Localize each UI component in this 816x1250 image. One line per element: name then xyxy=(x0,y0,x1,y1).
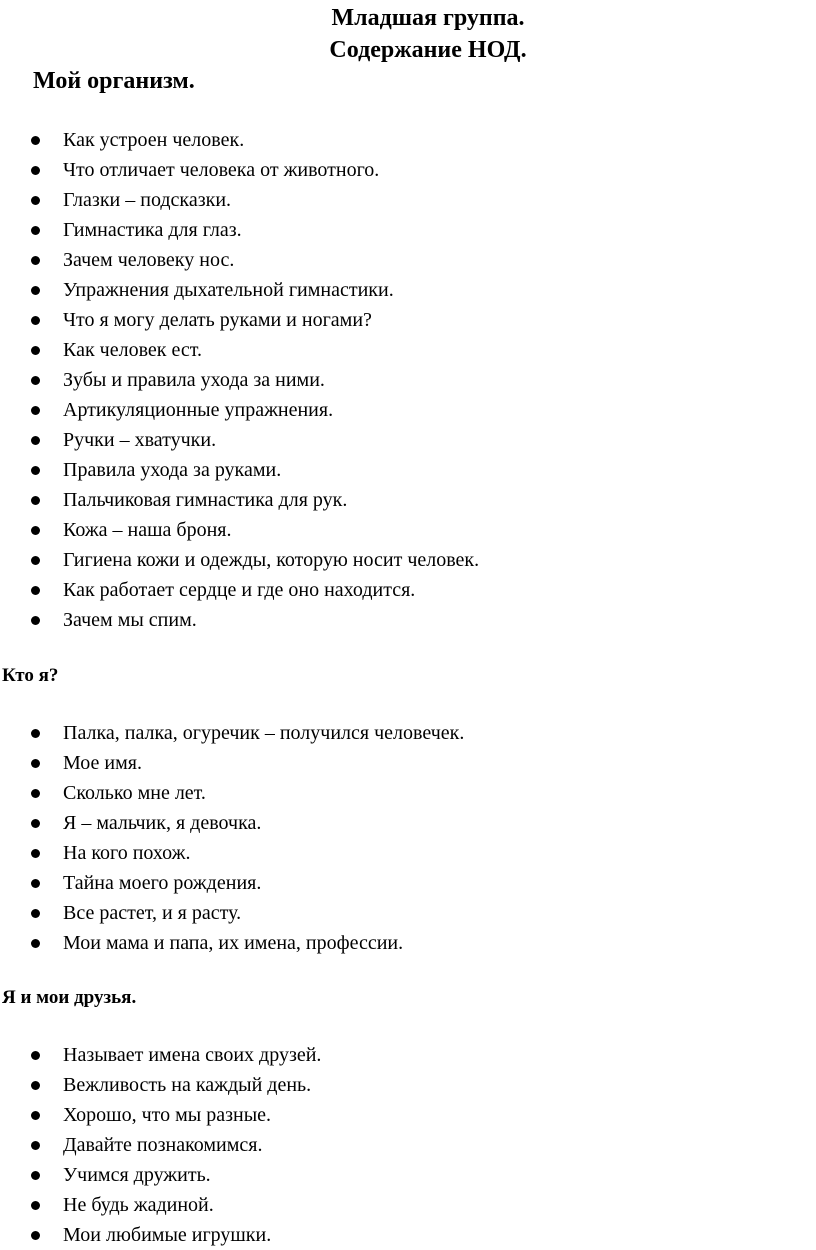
list-item xyxy=(0,605,479,635)
list-item xyxy=(0,1100,321,1130)
list-item xyxy=(0,335,479,365)
list-item xyxy=(0,1220,321,1250)
list-item-text: Кожа – наша броня. xyxy=(63,519,232,541)
list-item-text: Мои любимые игрушки. xyxy=(63,1224,272,1246)
list-item-text: Ручки – хватучки. xyxy=(63,429,217,451)
bullet-icon xyxy=(31,406,40,415)
bullet-icon xyxy=(31,376,40,385)
list-item-text: Зачем человеку нос. xyxy=(63,249,235,271)
list-item-text: Не будь жадиной. xyxy=(63,1194,214,1216)
list-item xyxy=(0,485,479,515)
list-item-text: Как устроен человек. xyxy=(63,129,245,151)
list-item xyxy=(0,425,479,455)
list-item xyxy=(0,365,479,395)
list-item xyxy=(0,245,479,275)
bullet-icon xyxy=(31,759,40,768)
list-item xyxy=(0,1190,321,1220)
bullet-icon xyxy=(31,466,40,475)
list-item xyxy=(0,1040,321,1070)
bullet-icon xyxy=(31,1111,40,1120)
list-item xyxy=(0,1070,321,1100)
list-item-text: Как работает сердце и где оно находится. xyxy=(63,579,416,601)
list-item xyxy=(0,748,464,778)
list-item xyxy=(0,778,464,808)
list-item-text: Что отличает человека от животного. xyxy=(63,159,380,181)
topic-list-me-and-friends xyxy=(0,1040,321,1250)
list-item-text: Гимнастика для глаз. xyxy=(63,219,242,241)
list-item xyxy=(0,1160,321,1190)
list-item xyxy=(0,125,479,155)
bullet-icon xyxy=(31,1141,40,1150)
list-item xyxy=(0,928,464,958)
list-item xyxy=(0,718,464,748)
section-heading-who-am-i: Кто я? xyxy=(2,665,59,686)
list-item-text: Палка, палка, огуречик – получился человечек. xyxy=(63,722,465,744)
list-item-text: Мое имя. xyxy=(63,752,142,774)
list-item xyxy=(0,275,479,305)
bullet-icon xyxy=(31,1201,40,1210)
list-item-text: Глазки – подсказки. xyxy=(63,189,232,211)
bullet-icon xyxy=(31,879,40,888)
bullet-icon xyxy=(31,316,40,325)
bullet-icon xyxy=(31,586,40,595)
list-item-text: Упражнения дыхательной гимнастики. xyxy=(63,279,394,301)
bullet-icon xyxy=(31,789,40,798)
list-item-text: Сколько мне лет. xyxy=(63,782,206,804)
bullet-icon xyxy=(31,166,40,175)
list-item-text: Вежливость на каждый день. xyxy=(63,1074,312,1096)
section-heading-me-and-friends: Я и мои друзья. xyxy=(2,987,137,1008)
bullet-icon xyxy=(31,526,40,535)
list-item xyxy=(0,545,479,575)
list-item xyxy=(0,838,464,868)
bullet-icon xyxy=(31,819,40,828)
list-item xyxy=(0,868,464,898)
list-item xyxy=(0,808,464,838)
list-item xyxy=(0,1130,321,1160)
bullet-icon xyxy=(31,729,40,738)
document-title-group: Младшая группа. xyxy=(331,5,525,31)
section-heading-my-body: Мой организм. xyxy=(33,68,195,94)
list-item-text: Зубы и правила ухода за ними. xyxy=(63,369,325,391)
bullet-icon xyxy=(31,1171,40,1180)
list-item-text: Я – мальчик, я девочка. xyxy=(63,812,262,834)
list-item-text: Давайте познакомимся. xyxy=(63,1134,263,1156)
list-item xyxy=(0,898,464,928)
bullet-icon xyxy=(31,346,40,355)
bullet-icon xyxy=(31,556,40,565)
list-item-text: Пальчиковая гимнастика для рук. xyxy=(63,489,348,511)
list-item xyxy=(0,575,479,605)
list-item-text: Все растет, и я расту. xyxy=(63,902,242,924)
bullet-icon xyxy=(31,136,40,145)
list-item-text: Тайна моего рождения. xyxy=(63,872,262,894)
list-item xyxy=(0,395,479,425)
list-item-text: Называет имена своих друзей. xyxy=(63,1044,322,1066)
bullet-icon xyxy=(31,196,40,205)
bullet-icon xyxy=(31,1051,40,1060)
bullet-icon xyxy=(31,286,40,295)
list-item xyxy=(0,455,479,485)
document-title-content: Содержание НОД. xyxy=(329,37,527,63)
list-item xyxy=(0,515,479,545)
bullet-icon xyxy=(31,939,40,948)
list-item-text: На кого похож. xyxy=(63,842,191,864)
bullet-icon xyxy=(31,909,40,918)
list-item-text: Хорошо, что мы разные. xyxy=(63,1104,272,1126)
list-item-text: Зачем мы спим. xyxy=(63,609,197,631)
bullet-icon xyxy=(31,616,40,625)
bullet-icon xyxy=(31,849,40,858)
list-item-text: Как человек ест. xyxy=(63,339,202,361)
list-item xyxy=(0,185,479,215)
topic-list-who-am-i xyxy=(0,718,464,958)
bullet-icon xyxy=(31,436,40,445)
list-item-text: Артикуляционные упражнения. xyxy=(63,399,334,421)
list-item xyxy=(0,215,479,245)
list-item-text: Учимся дружить. xyxy=(63,1164,211,1186)
bullet-icon xyxy=(31,496,40,505)
topic-list-my-body xyxy=(0,125,479,635)
bullet-icon xyxy=(31,1081,40,1090)
list-item-text: Что я могу делать руками и ногами? xyxy=(63,309,372,331)
bullet-icon xyxy=(31,226,40,235)
bullet-icon xyxy=(31,256,40,265)
list-item-text: Мои мама и папа, их имена, профессии. xyxy=(63,932,404,954)
bullet-icon xyxy=(31,1231,40,1240)
list-item-text: Гигиена кожи и одежды, которую носит человек. xyxy=(63,549,480,571)
list-item xyxy=(0,155,479,185)
list-item xyxy=(0,305,479,335)
list-item-text: Правила ухода за руками. xyxy=(63,459,282,481)
